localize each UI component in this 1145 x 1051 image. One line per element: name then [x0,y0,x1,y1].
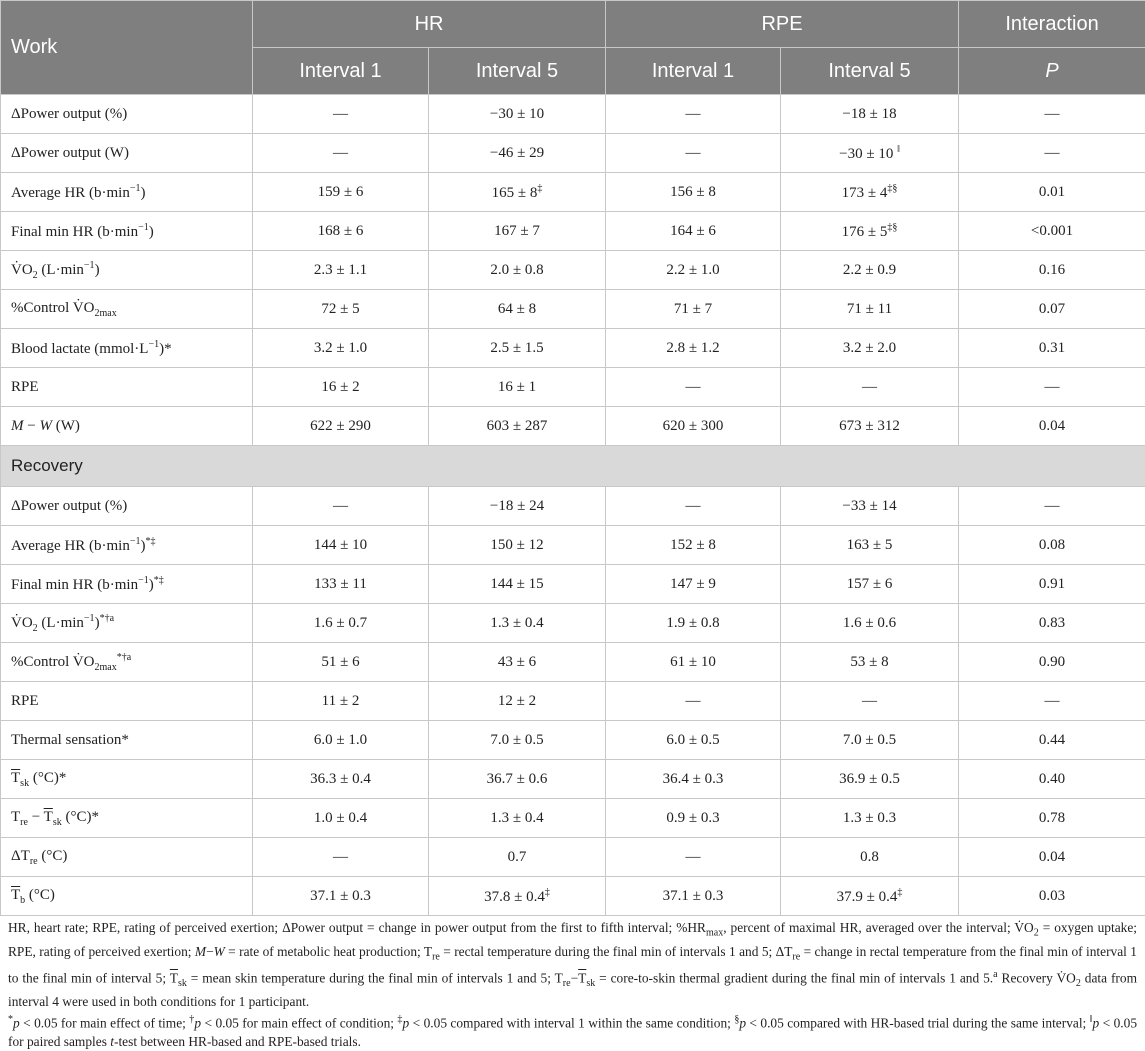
cell: −30 ± 10 [429,95,606,134]
cell: 176 ± 5‡§ [781,212,959,251]
cell: 0.31 [959,329,1145,368]
cell: 6.0 ± 0.5 [606,721,781,760]
row-label: $\overline{T}_b$ (°C) [1,877,253,916]
cell: 2.0 ± 0.8 [429,251,606,290]
row-label: Average HR $(b\cdot\min^{-1})$ [1,173,253,212]
table-row [1,95,1145,134]
cell: 147 ± 9 [606,565,781,604]
cell: 0.08 [959,526,1145,565]
cell: 1.3 ± 0.4 [429,799,606,838]
cell: 0.40 [959,760,1145,799]
row-label: $\Delta T_{re}$ (°C) [1,838,253,877]
cell: 168 ± 6 [253,212,429,251]
section-row-recovery [1,446,1145,487]
cell: −46 ± 29 [429,134,606,173]
cell: 144 ± 10 [253,526,429,565]
cell: −30 ± 10 ‖ [781,134,959,173]
row-label: Final min HR $(b\cdot\min^{-1})^{*\ddagger}$ [1,565,253,604]
cell: 36.3 ± 0.4 [253,760,429,799]
cell: 603 ± 287 [429,407,606,446]
cell: 0.78 [959,799,1145,838]
cell: 159 ± 6 [253,173,429,212]
table-row [1,838,1145,877]
header-work: Work [1,1,253,95]
cell: 2.3 ± 1.1 [253,251,429,290]
cell: 622 ± 290 [253,407,429,446]
cell: 7.0 ± 0.5 [781,721,959,760]
cell: 673 ± 312 [781,407,959,446]
row-label: Average HR $(b\cdot\min^{-1})^{*\ddagger}$ [1,526,253,565]
cell: 1.9 ± 0.8 [606,604,781,643]
cell: 2.8 ± 1.2 [606,329,781,368]
row-label: $V̇O_2$ $(L\cdot\min^{-1})^{*\dagger a}$ [1,604,253,643]
table-row [1,799,1145,838]
cell: 1.6 ± 0.6 [781,604,959,643]
row-label: $T_{re} - \overline{T}_{sk}$ (°C)* [1,799,253,838]
cell: 71 ± 7 [606,290,781,329]
table-row [1,329,1145,368]
cell: 37.8 ± 0.4‡ [429,877,606,916]
cell: 51 ± 6 [253,643,429,682]
cell: — [959,487,1145,526]
cell: 0.90 [959,643,1145,682]
cell: 0.7 [429,838,606,877]
cell: 0.07 [959,290,1145,329]
cell: — [959,134,1145,173]
header-hr: HR [253,1,606,48]
cell: — [606,682,781,721]
cell: — [253,838,429,877]
cell: 36.9 ± 0.5 [781,760,959,799]
row-label: $\overline{T}_{sk}$ (°C)* [1,760,253,799]
cell: 36.7 ± 0.6 [429,760,606,799]
cell: 164 ± 6 [606,212,781,251]
row-label: ΔPower output (%) [1,95,253,134]
table-row [1,721,1145,760]
table-row [1,760,1145,799]
cell: 163 ± 5 [781,526,959,565]
cell: −33 ± 14 [781,487,959,526]
cell: — [781,368,959,407]
footnote-significance: *p < 0.05 for main effect of time; †p < 0.05 for main effect of condition; ‡p < 0.05 compared with interval 1 within the same condition; §p < 0.05 compared with HR-based trial during the same interval; ‖p < 0.05 for paired samples t-test between HR-based and RPE-based trials. [8,1011,1137,1050]
row-label: RPE [1,682,253,721]
cell: 16 ± 2 [253,368,429,407]
cell: 0.8 [781,838,959,877]
cell: 165 ± 8‡ [429,173,606,212]
cell: — [606,95,781,134]
cell: 37.1 ± 0.3 [606,877,781,916]
table-row [1,290,1145,329]
table-row [1,565,1145,604]
table-row [1,604,1145,643]
table-row [1,134,1145,173]
table-row [1,643,1145,682]
row-label: Thermal sensation* [1,721,253,760]
cell: 36.4 ± 0.3 [606,760,781,799]
row-label: RPE [1,368,253,407]
cell: — [606,368,781,407]
header-rpe-interval-1: Interval 1 [606,48,781,95]
header-p: P [959,48,1145,95]
cell: — [959,682,1145,721]
cell: 6.0 ± 1.0 [253,721,429,760]
cell: — [606,134,781,173]
header-row-1 [1,1,1145,48]
cell: 150 ± 12 [429,526,606,565]
cell: 2.2 ± 0.9 [781,251,959,290]
table-row [1,368,1145,407]
cell: 53 ± 8 [781,643,959,682]
cell: 72 ± 5 [253,290,429,329]
cell: 173 ± 4‡§ [781,173,959,212]
table-row [1,173,1145,212]
cell: 157 ± 6 [781,565,959,604]
cell: 7.0 ± 0.5 [429,721,606,760]
header-interaction: Interaction [959,1,1145,48]
cell: 71 ± 11 [781,290,959,329]
cell: — [606,487,781,526]
row-label: Blood lactate $(mmol\cdot L^{-1})*$ [1,329,253,368]
cell: 64 ± 8 [429,290,606,329]
cell: — [959,368,1145,407]
cell: 0.04 [959,407,1145,446]
cell: 167 ± 7 [429,212,606,251]
cell: 0.83 [959,604,1145,643]
cell: 37.1 ± 0.3 [253,877,429,916]
cell: 3.2 ± 1.0 [253,329,429,368]
cell: 37.9 ± 0.4‡ [781,877,959,916]
cell: 152 ± 8 [606,526,781,565]
table-row [1,682,1145,721]
row-label: M − W (W) [1,407,253,446]
cell: 0.16 [959,251,1145,290]
cell: — [959,95,1145,134]
cell: — [253,134,429,173]
cell: 0.03 [959,877,1145,916]
table-row [1,407,1145,446]
table-row [1,487,1145,526]
cell: <0.001 [959,212,1145,251]
cell: 61 ± 10 [606,643,781,682]
row-label: %Control $V̇O_{2max}$ [1,290,253,329]
row-label: Final min HR $(b\cdot\min^{-1})$ [1,212,253,251]
cell: 156 ± 8 [606,173,781,212]
cell: 12 ± 2 [429,682,606,721]
row-label: %Control $V̇O_{2max}^{*\dagger a}$ [1,643,253,682]
row-label: $V̇O_2$ $(L\cdot\min^{-1})$ [1,251,253,290]
cell: 1.3 ± 0.3 [781,799,959,838]
cell: — [606,838,781,877]
cell: 0.9 ± 0.3 [606,799,781,838]
cell: 16 ± 1 [429,368,606,407]
cell: 620 ± 300 [606,407,781,446]
header-rpe: RPE [606,1,959,48]
cell: 133 ± 11 [253,565,429,604]
cell: — [781,682,959,721]
cell: — [253,95,429,134]
table-row [1,877,1145,916]
cell: 2.5 ± 1.5 [429,329,606,368]
table-footnote [0,916,1145,1051]
cell: 0.01 [959,173,1145,212]
cell: 1.3 ± 0.4 [429,604,606,643]
section-label: Recovery [1,446,1145,487]
row-label: ΔPower output (W) [1,134,253,173]
header-rpe-interval-5: Interval 5 [781,48,959,95]
cell: 0.04 [959,838,1145,877]
header-hr-interval-5: Interval 5 [429,48,606,95]
row-label: ΔPower output (%) [1,487,253,526]
cell: −18 ± 18 [781,95,959,134]
cell: 2.2 ± 1.0 [606,251,781,290]
header-hr-interval-1: Interval 1 [253,48,429,95]
table-row [1,526,1145,565]
cell: −18 ± 24 [429,487,606,526]
cell: 1.6 ± 0.7 [253,604,429,643]
cell: 11 ± 2 [253,682,429,721]
cell: 0.91 [959,565,1145,604]
footnote-abbreviations: HR, heart rate; RPE, rating of perceived exertion; ΔPower output = change in power output from the first to fifth interval; $\%HR_{max}$, percent of maximal HR, averaged over the interval; $V̇O_2$ = oxygen uptake; RPE, rating of perceived exertion; M−W = rate of metabolic heat production; $T_{re}$ = rectal temperature during the final min of intervals 1 and 5; $\Delta T_{re}$ = change in rectal temperature from the final min of interval 1 to the final min of interval 5; $\overline{T}_{sk}$ = mean skin temperature during the final min of intervals 1 and 5; $T_{re}-\overline{T}_{sk}$ = core-to-skin thermal gradient during the final min of intervals 1 and 5.$^a$ Recovery $V̇O_2$ data from interval 4 were used in both conditions for 1 participant. [8,919,1137,1011]
cell: 0.44 [959,721,1145,760]
cell: 1.0 ± 0.4 [253,799,429,838]
table-row [1,251,1145,290]
cell: 43 ± 6 [429,643,606,682]
table-row [1,212,1145,251]
cell: — [253,487,429,526]
cell: 144 ± 15 [429,565,606,604]
cell: 3.2 ± 2.0 [781,329,959,368]
